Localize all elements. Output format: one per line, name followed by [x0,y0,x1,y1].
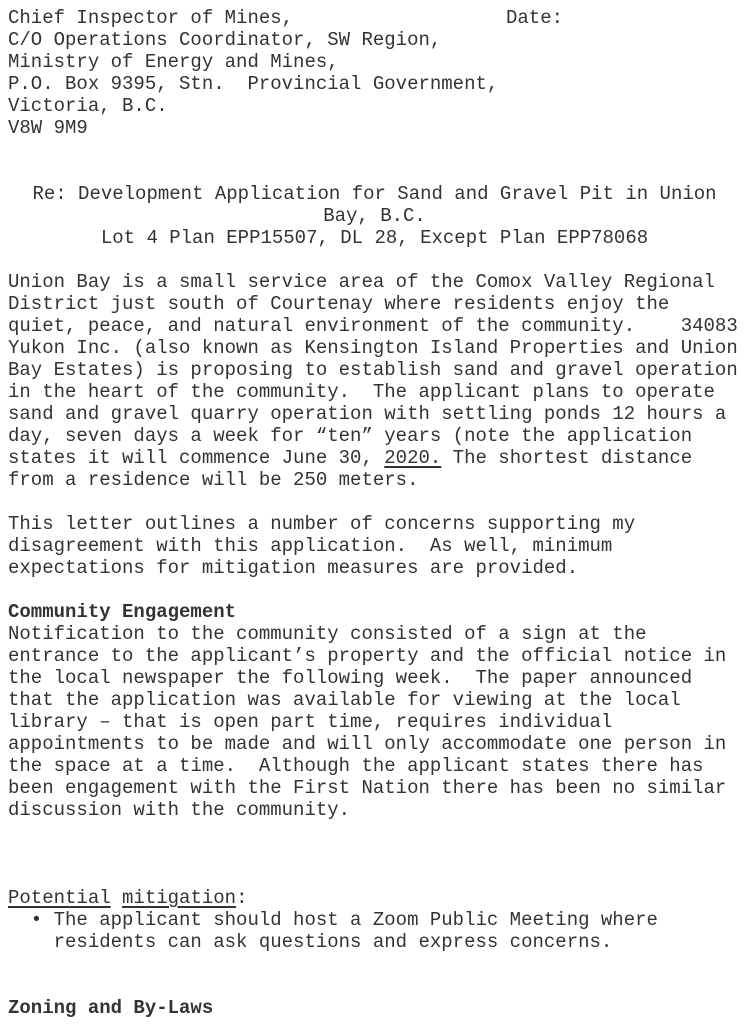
blank-line [8,579,749,601]
bullet-item-line: • The applicant should host a Zoom Public Meeting where [8,909,658,931]
blank-line [8,249,749,271]
section-potential-mitigation [8,887,749,953]
recipient-line: Victoria, B.C. [8,95,168,117]
paragraph-line: in the heart of the community. The applicant plans to operate [8,381,715,403]
paragraph-line: expectations for mitigation measures are provided. [8,557,579,579]
paragraph-line: Union Bay is a small service area of the Comox Valley Regional [8,271,715,293]
subject-line: Lot 4 Plan EPP15507, DL 28, Except Plan EPP78068 [100,227,649,249]
blank-line [8,139,749,161]
paragraph-line: Bay Estates) is proposing to establish sand and gravel operation [8,359,738,381]
blank-line [8,161,749,183]
section-heading-zoning-bylaws: Zoning and By-Laws [8,997,214,1019]
text-span: The shortest distance [441,447,693,469]
blank-line [8,843,749,865]
paragraph-line: Yukon Inc. (also known as Kensington Island Properties and Union [8,337,738,359]
subject-line: Bay, B.C. [323,205,426,227]
paragraph-line: Notification to the community consisted of a sign at the [8,623,647,645]
recipient-line: Ministry of Energy and Mines, [8,51,339,73]
paragraph-line: that the application was available for viewing at the local [8,689,681,711]
paragraph-letter-outline [8,513,749,579]
section-heading-community-engagement: Community Engagement [8,601,237,623]
blank-line [8,953,749,975]
text-span: : [236,887,248,909]
paragraph-line: library – that is open part time, requires individual [8,711,613,733]
paragraph-line: This letter outlines a number of concerns supporting my [8,513,636,535]
paragraph-union-bay [8,271,749,491]
subject-line: Re: Development Application for Sand and Gravel Pit in Union [32,183,717,205]
mitigation-heading [8,887,749,909]
recipient-postal-code: V8W 9M9 [8,117,88,139]
recipient-address [8,7,749,139]
paragraph-line: sand and gravel quarry operation with settling ponds 12 hours a [8,403,727,425]
underlined-date-2020: 2020. [384,447,442,469]
paragraph-line: discussion with the community. [8,799,351,821]
underlined-word: Potential [8,887,111,909]
paragraph-line: been engagement with the First Nation there has been no similar [8,777,727,799]
paragraph-line: entrance to the applicant’s property and the official notice in [8,645,727,667]
paragraph-line: disagreement with this application. As well, minimum [8,535,613,557]
paragraph-line: the space at a time. Although the applicant states there has [8,755,704,777]
blank-line [8,491,749,513]
text-span [111,887,122,909]
recipient-line: C/O Operations Coordinator, SW Region, [8,29,442,51]
section-community-engagement [8,601,749,821]
paragraph-line: day, seven days a week for “ten” years (note the application [8,425,693,447]
paragraph-line: District just south of Courtenay where residents enjoy the [8,293,670,315]
bullet-item-line: residents can ask questions and express concerns. [8,931,613,953]
paragraph-line: from a residence will be 250 meters. [8,469,419,491]
paragraph-line-with-underline [8,447,749,469]
recipient-line [8,7,749,29]
paragraph-line: the local newspaper the following week. The paper announced [8,667,693,689]
blank-line [8,865,749,887]
subject-block [8,183,749,249]
blank-line [8,975,749,997]
paragraph-line: quiet, peace, and natural environment of the community. 34083 [8,315,738,337]
recipient-name: Chief Inspector of Mines, [8,7,294,29]
underlined-word: mitigation [122,887,237,909]
paragraph-line: appointments to be made and will only accommodate one person in [8,733,727,755]
date-label: Date: [506,7,564,29]
recipient-line: P.O. Box 9395, Stn. Provincial Government, [8,73,499,95]
blank-line [8,821,749,843]
text-span: states it will commence June 30, [8,447,385,469]
